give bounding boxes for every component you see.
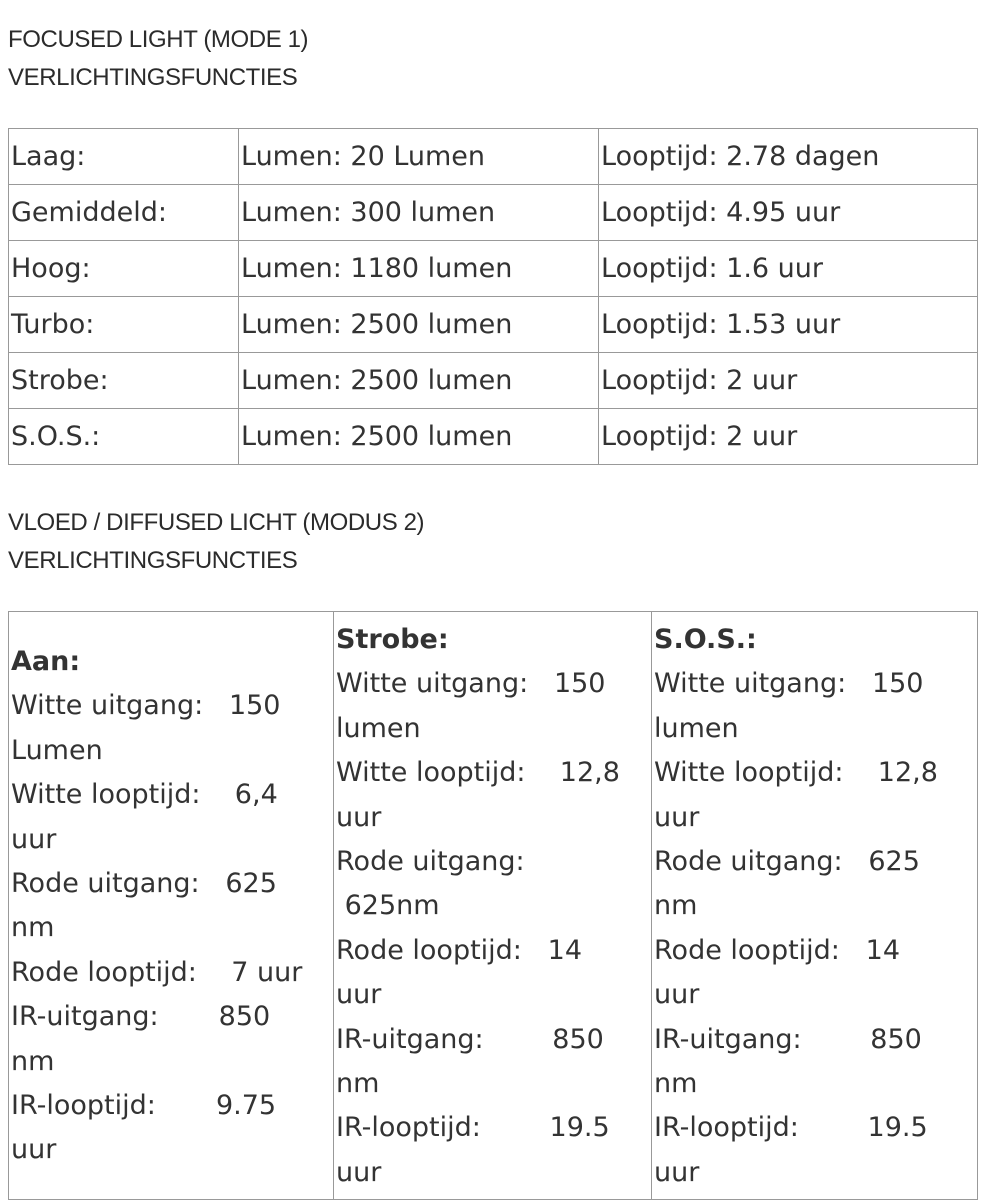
spec-line: lumen	[336, 712, 421, 744]
spec-line: Witte looptijd: 12,8	[654, 757, 938, 789]
lumen-cell: Lumen: 2500 lumen	[239, 409, 599, 465]
spec-line: Witte uitgang: 150	[654, 668, 924, 700]
lumen-cell: Lumen: 20 Lumen	[239, 129, 599, 185]
mode-column-sos	[652, 612, 978, 1200]
spec-line: uur	[336, 979, 382, 1011]
spec-line: Witte uitgang: 150	[11, 690, 281, 722]
table-row	[9, 241, 978, 297]
mode-cell: Laag:	[9, 129, 239, 185]
mode-cell: Hoog:	[9, 241, 239, 297]
mode-column-aan	[9, 612, 334, 1200]
spec-line: Lumen	[11, 734, 103, 766]
spec-line: nm	[11, 1045, 55, 1077]
table-row	[9, 185, 978, 241]
section2-title-line2: VERLICHTINGSFUNCTIES	[8, 547, 298, 574]
runtime-cell: Looptijd: 2 uur	[599, 353, 978, 409]
runtime-cell: Looptijd: 2.78 dagen	[599, 129, 978, 185]
section1-title-line2: VERLICHTINGSFUNCTIES	[8, 64, 298, 91]
runtime-cell: Looptijd: 2 uur	[599, 409, 978, 465]
spec-line: Witte looptijd: 6,4	[11, 779, 278, 811]
mode-title: Strobe:	[336, 624, 449, 655]
spec-line: IR-looptijd: 19.5	[654, 1112, 928, 1144]
spec-line: nm	[654, 890, 698, 922]
spec-line: uur	[336, 1156, 382, 1188]
table-row	[9, 612, 978, 1200]
spec-line: IR-looptijd: 9.75	[11, 1090, 277, 1122]
spec-line: Witte uitgang: 150	[336, 668, 606, 700]
section2-title-line1: VLOED / DIFFUSED LICHT (MODUS 2)	[8, 509, 425, 536]
spec-line: nm	[336, 1068, 380, 1100]
mode-cell: S.O.S.:	[9, 409, 239, 465]
spec-line: Witte looptijd: 12,8	[336, 757, 620, 789]
mode-cell: Strobe:	[9, 353, 239, 409]
spec-line: uur	[11, 823, 57, 855]
spec-line: uur	[336, 801, 382, 833]
spec-line: Rode uitgang: 625	[654, 846, 920, 878]
spec-line: IR-looptijd: 19.5	[336, 1112, 610, 1144]
spec-line: Rode looptijd: 14	[336, 934, 583, 966]
mode-title: Aan:	[11, 646, 81, 677]
spec-line: Rode looptijd: 14	[654, 934, 901, 966]
mode-column-strobe	[334, 612, 652, 1200]
spec-line: Rode uitgang: 625	[11, 868, 277, 900]
table-row	[9, 409, 978, 465]
lumen-cell: Lumen: 1180 lumen	[239, 241, 599, 297]
table-row	[9, 129, 978, 185]
section1-heading	[8, 21, 308, 97]
spec-line: nm	[11, 912, 55, 944]
mode-title: S.O.S.:	[654, 624, 757, 655]
section1-title-line1: FOCUSED LIGHT (MODE 1)	[8, 26, 309, 53]
spec-line: IR-uitgang: 850	[11, 1001, 271, 1033]
spec-line: lumen	[654, 712, 739, 744]
focused-light-table	[8, 128, 978, 465]
table-row	[9, 353, 978, 409]
spec-line: uur	[654, 801, 700, 833]
runtime-cell: Looptijd: 4.95 uur	[599, 185, 978, 241]
lumen-cell: Lumen: 2500 lumen	[239, 353, 599, 409]
spec-line: nm	[654, 1068, 698, 1100]
spec-line: Rode uitgang:	[336, 846, 525, 878]
spec-line: IR-uitgang: 850	[654, 1023, 922, 1055]
spec-line: uur	[654, 979, 700, 1011]
runtime-cell: Looptijd: 1.53 uur	[599, 297, 978, 353]
section2-heading	[8, 504, 424, 580]
spec-line: uur	[654, 1156, 700, 1188]
lumen-cell: Lumen: 300 lumen	[239, 185, 599, 241]
table-row	[9, 297, 978, 353]
diffused-light-table	[8, 611, 978, 1200]
runtime-cell: Looptijd: 1.6 uur	[599, 241, 978, 297]
spec-line: uur	[11, 1134, 57, 1166]
mode-cell: Turbo:	[9, 297, 239, 353]
lumen-cell: Lumen: 2500 lumen	[239, 297, 599, 353]
mode-cell: Gemiddeld:	[9, 185, 239, 241]
spec-line: 625nm	[336, 890, 440, 922]
spec-line: Rode looptijd: 7 uur	[11, 956, 303, 988]
spec-line: IR-uitgang: 850	[336, 1023, 604, 1055]
